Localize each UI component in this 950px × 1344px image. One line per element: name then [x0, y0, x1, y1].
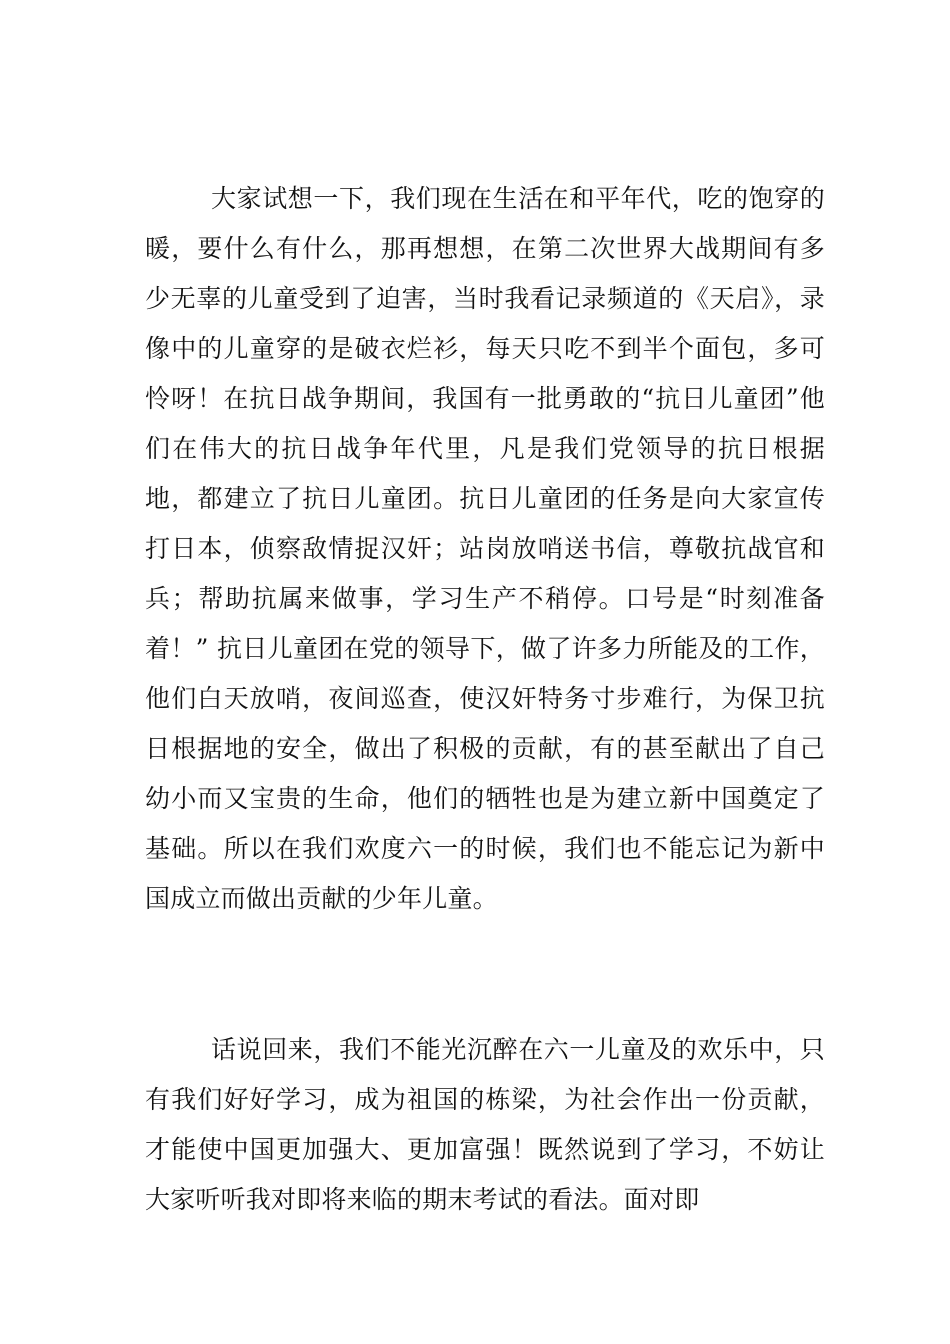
body-paragraph-1: 大家试想一下，我们现在生活在和平年代，吃的饱穿的暖，要什么有什么，那再想想，在第二次世界大战期间有多少无辜的儿童受到了迫害，当时我看记录频道的《天启》，录像中的儿童穿的是破衣烂衫，每天只吃不到半个面包，多可怜呀！在抗日战争期间，我国有一批勇敢的“抗日儿童团”他们在伟大的抗日战争年代里，凡是我们党领导的抗日根据地，都建立了抗日儿童团。抗日儿童团的任务是向大家宣传打日本，侦察敌情捉汉奸；站岗放哨送书信，尊敬抗战官和兵；帮助抗属来做事，学习生产不稍停。口号是“时刻准备着！” 抗日儿童团在党的领导下，做了许多力所能及的工作，他们白天放哨，夜间巡查，使汉奸特务寸步难行，为保卫抗日根据地的安全，做出了积极的贡献，有的甚至献出了自己幼小而又宝贵的生命，他们的牺牲也是为建立新中国奠定了基础。所以在我们欢度六一的时候，我们也不能忘记为新中国成立而做出贡献的少年儿童。	[145, 184, 825, 913]
body-paragraph-2: 话说回来，我们不能光沉醉在六一儿童及的欢乐中，只有我们好好学习，成为祖国的栋梁，为社会作出一份贡献，才能使中国更加强大、更加富强！既然说到了学习，不妨让大家听听我对即将来临的期末考试的看法。面对即	[145, 1035, 825, 1214]
